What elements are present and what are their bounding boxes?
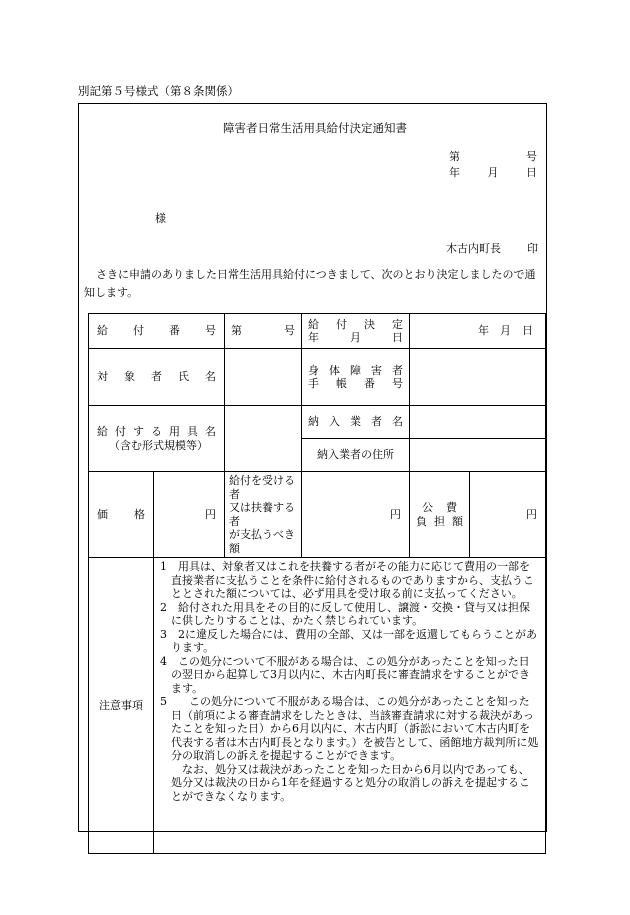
- document-number-line: [449, 148, 537, 164]
- grant-number-value-cell[interactable]: [225, 314, 302, 349]
- vendor-address-value-cell[interactable]: [410, 439, 546, 472]
- payer-amount-value-cell[interactable]: 円: [302, 472, 410, 558]
- price-label-cell: 価 格: [89, 472, 154, 558]
- addressee-suffix: 様: [155, 212, 166, 225]
- decision-date-value-cell[interactable]: 年 月 日: [410, 314, 546, 349]
- issuer-name: 木古内町長: [446, 242, 501, 255]
- seal-mark: 印: [527, 242, 538, 255]
- row-recipient: [89, 349, 546, 406]
- vendor-name-label-cell: 納 入 業 者 名: [302, 406, 410, 439]
- payer-amount-label-cell: 給付を受ける者 又は扶養する者 が支払うべき額: [225, 472, 302, 558]
- document-date-line: [449, 164, 537, 180]
- row-notes: [89, 558, 546, 854]
- intro-paragraph: さきに申請のありました日常生活用具給付につきまして、次のとおり決定しましたので通知します。: [84, 268, 536, 299]
- grant-number-label-cell: 給 付 番 号: [89, 314, 225, 349]
- note-item: 1 用具は、対象者又はこれを扶養する者がその能力に応じて費用の一部を直接業者に支払うことを条件に給付されるものでありますから、支払うこととされた額については、必ず用具を受け取る前に支払ってください。: [160, 560, 534, 600]
- equipment-name-label-cell: 給 付 す る 用 具 名 （含む形式規模等）: [89, 406, 225, 472]
- form-identifier: 別記第５号様式（第８条関係）: [78, 84, 239, 98]
- date-month: 月: [487, 166, 499, 179]
- notes-label-cell: 注意事項: [89, 558, 154, 854]
- grant-number-prefix: 第: [231, 324, 242, 338]
- disability-cert-label-cell: 身 体 障 害 者 手 帳 番 号: [302, 349, 410, 406]
- number-suffix: 号: [526, 150, 537, 163]
- recipient-name-value-cell[interactable]: [225, 349, 302, 406]
- equipment-name-value-cell[interactable]: [225, 406, 302, 472]
- recipient-name-label-cell: 対 象 者 氏 名: [89, 349, 225, 406]
- note-item: 4 この処分について不服がある場合は、この処分があったことを知った日の翌日から起算して3月以内に、木古内町長に審査請求をすることができます。: [160, 654, 530, 695]
- decision-table: [88, 313, 546, 854]
- note-item: 3 2に違反した場合には、費用の全部、又は一部を返還してもらうことがあります。: [160, 627, 537, 654]
- date-day: 日: [526, 166, 537, 179]
- note-item: 2 給付された用具をその目的に反して使用し、譲渡・交換・貸与又は担保に供したりすることは、かたく禁じられています。: [160, 600, 530, 627]
- disability-cert-value-cell[interactable]: [410, 349, 546, 406]
- decision-date-label-cell: 給 付 決 定 年 月 日: [302, 314, 410, 349]
- note-item: 5 この処分について不服がある場合は、この処分があったことを知った日（前項による審査請求をしたときは、当該審査請求に対する裁決があったことを知った日）から6月以内に、木古内町（訴訟において木古内町を代表する者は木古内町長となります。）を被告として、函館地方裁判所に処分の取消しの訴えを提起することができます。: [160, 695, 539, 762]
- row-equipment-a: [89, 406, 546, 439]
- equipment-name-sublabel: （含む形式規模等）: [109, 438, 208, 452]
- public-burden-value-cell[interactable]: 円: [470, 472, 546, 558]
- issuer-line: [446, 240, 538, 256]
- notes-content-cell: [154, 558, 546, 854]
- vendor-name-value-cell[interactable]: [410, 406, 546, 439]
- price-value-cell[interactable]: 円: [154, 472, 225, 558]
- document-title: 障害者日常生活用具給付決定通知書: [223, 121, 407, 135]
- row-grant-number: [89, 314, 546, 349]
- note-continuation: なお、処分又は裁決があったことを知った日から6月以内であっても、処分又は裁決の日から1年を経過すると処分の取消しの訴えを提起することができなくなります。: [171, 762, 530, 803]
- grant-number-suffix: 号: [284, 324, 295, 338]
- row-amounts: [89, 472, 546, 558]
- number-prefix: 第: [449, 150, 460, 163]
- date-year: 年: [449, 166, 460, 179]
- public-burden-label-cell: 公 費 負 担 額: [410, 472, 470, 558]
- vendor-address-label-cell: 納入業者の住所: [302, 439, 410, 472]
